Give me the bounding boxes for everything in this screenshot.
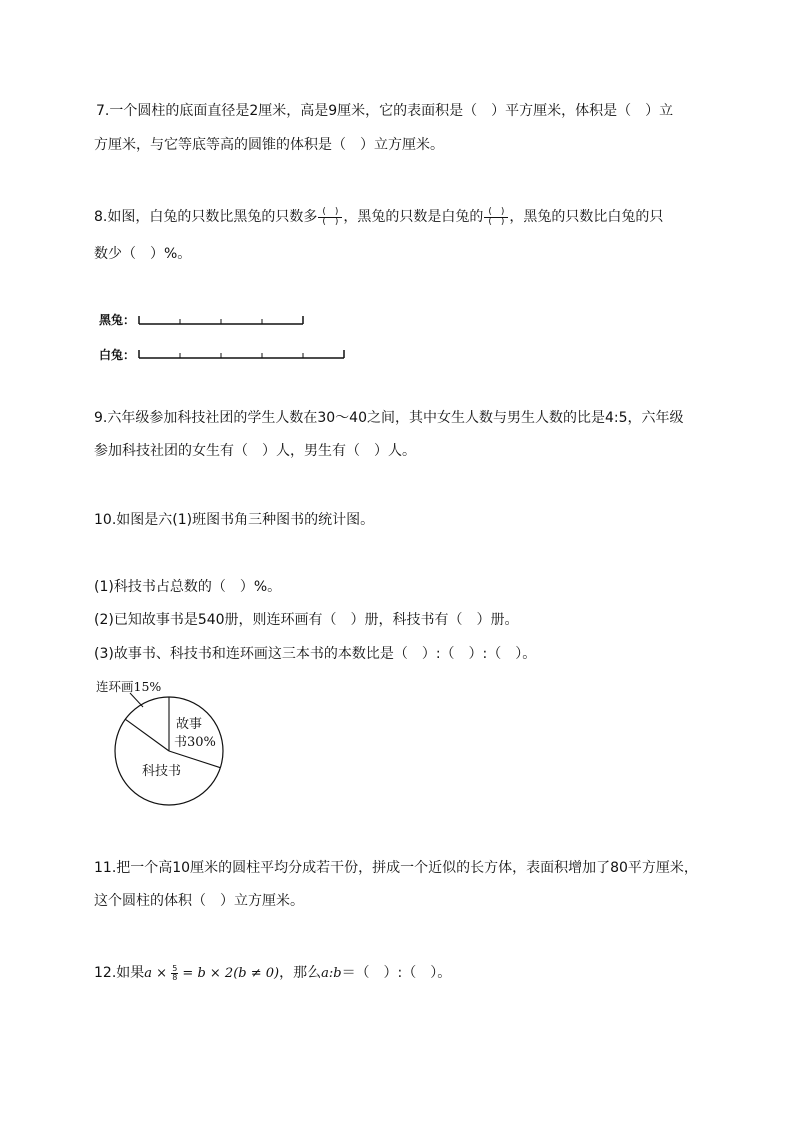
q10-sub2: (2)已知故事书是540册，则连环画有（ ）册，科技书有（ ）册。 <box>94 612 519 628</box>
q7-line2: 方厘米，与它等底等高的圆锥的体积是（ ）立方厘米。 <box>94 137 444 153</box>
q8-fraction-1 <box>318 208 342 227</box>
story-slice-label-line1: 故事 <box>176 717 203 732</box>
fraction-numerator: ( ) <box>484 208 508 218</box>
q12-prefix: 12.如果 <box>94 965 145 981</box>
q12-equation-rest: = b × 2(b ≠ 0) <box>178 966 280 981</box>
q7-line1: 7.一个圆柱的底面直径是2厘米，高是9厘米，它的表面积是（ ）平方厘米，体积是（ ）立 <box>96 103 674 119</box>
white-rabbit-label: 白兔： <box>99 348 136 362</box>
fraction-numerator: ( ) <box>318 208 342 218</box>
q11-line2: 这个圆柱的体积（ ）立方厘米。 <box>94 893 304 909</box>
white-rabbit-bar <box>136 346 350 362</box>
q8-text-part2: ，黑兔的只数是白兔的 <box>343 209 484 225</box>
fraction-denominator: ( ) <box>488 216 505 227</box>
q9-line2: 参加科技社团的女生有（ ）人，男生有（ ）人。 <box>94 443 416 459</box>
q12-suffix: ，那么 <box>279 965 322 981</box>
book-pie-chart <box>90 676 240 811</box>
science-slice-label: 科技书 <box>142 764 182 779</box>
comic-leader-line <box>130 693 143 707</box>
story-slice-label-line2: 书30% <box>174 735 216 750</box>
q8-text-part1: 8.如图，白兔的只数比黑兔的只数多 <box>94 209 318 225</box>
q10-stem: 10.如图是六(1)班图书角三种图书的统计图。 <box>94 512 375 528</box>
q12-times: × <box>152 966 172 981</box>
q10-sub3: (3)故事书、科技书和连环画这三本书的本数比是（ ）:（ ）:（ ）。 <box>94 646 537 662</box>
q12-tail: ＝（ ）:（ ）。 <box>341 965 452 981</box>
q8-fraction-2 <box>484 208 508 227</box>
black-rabbit-bar <box>136 312 308 328</box>
q8-line1 <box>94 207 663 227</box>
fraction-numerator: 5 <box>172 963 178 973</box>
q8-line2: 数少（ ）%。 <box>94 246 192 262</box>
q12-ratio: a:b <box>321 966 342 981</box>
black-rabbit-label: 黑兔： <box>99 313 136 327</box>
q8-text-part3: ，黑兔的只数比白兔的只 <box>509 209 664 225</box>
fraction-denominator: ( ) <box>322 216 339 227</box>
q12-var-a: a <box>144 966 153 981</box>
fraction-denominator: 8 <box>172 972 178 982</box>
q12-line <box>94 963 451 984</box>
q11-line1: 11.把一个高10厘米的圆柱平均分成若干份，拼成一个近似的长方体，表面积增加了80平方厘米， <box>94 860 698 876</box>
q9-line1: 9.六年级参加科技社团的学生人数在30～40之间，其中女生人数与男生人数的比是4:5，六年级 <box>94 410 684 426</box>
q10-sub1: (1)科技书占总数的（ ）%。 <box>94 579 282 595</box>
comic-start-radius <box>125 719 169 751</box>
comic-slice-label: 连环画15% <box>96 679 162 694</box>
